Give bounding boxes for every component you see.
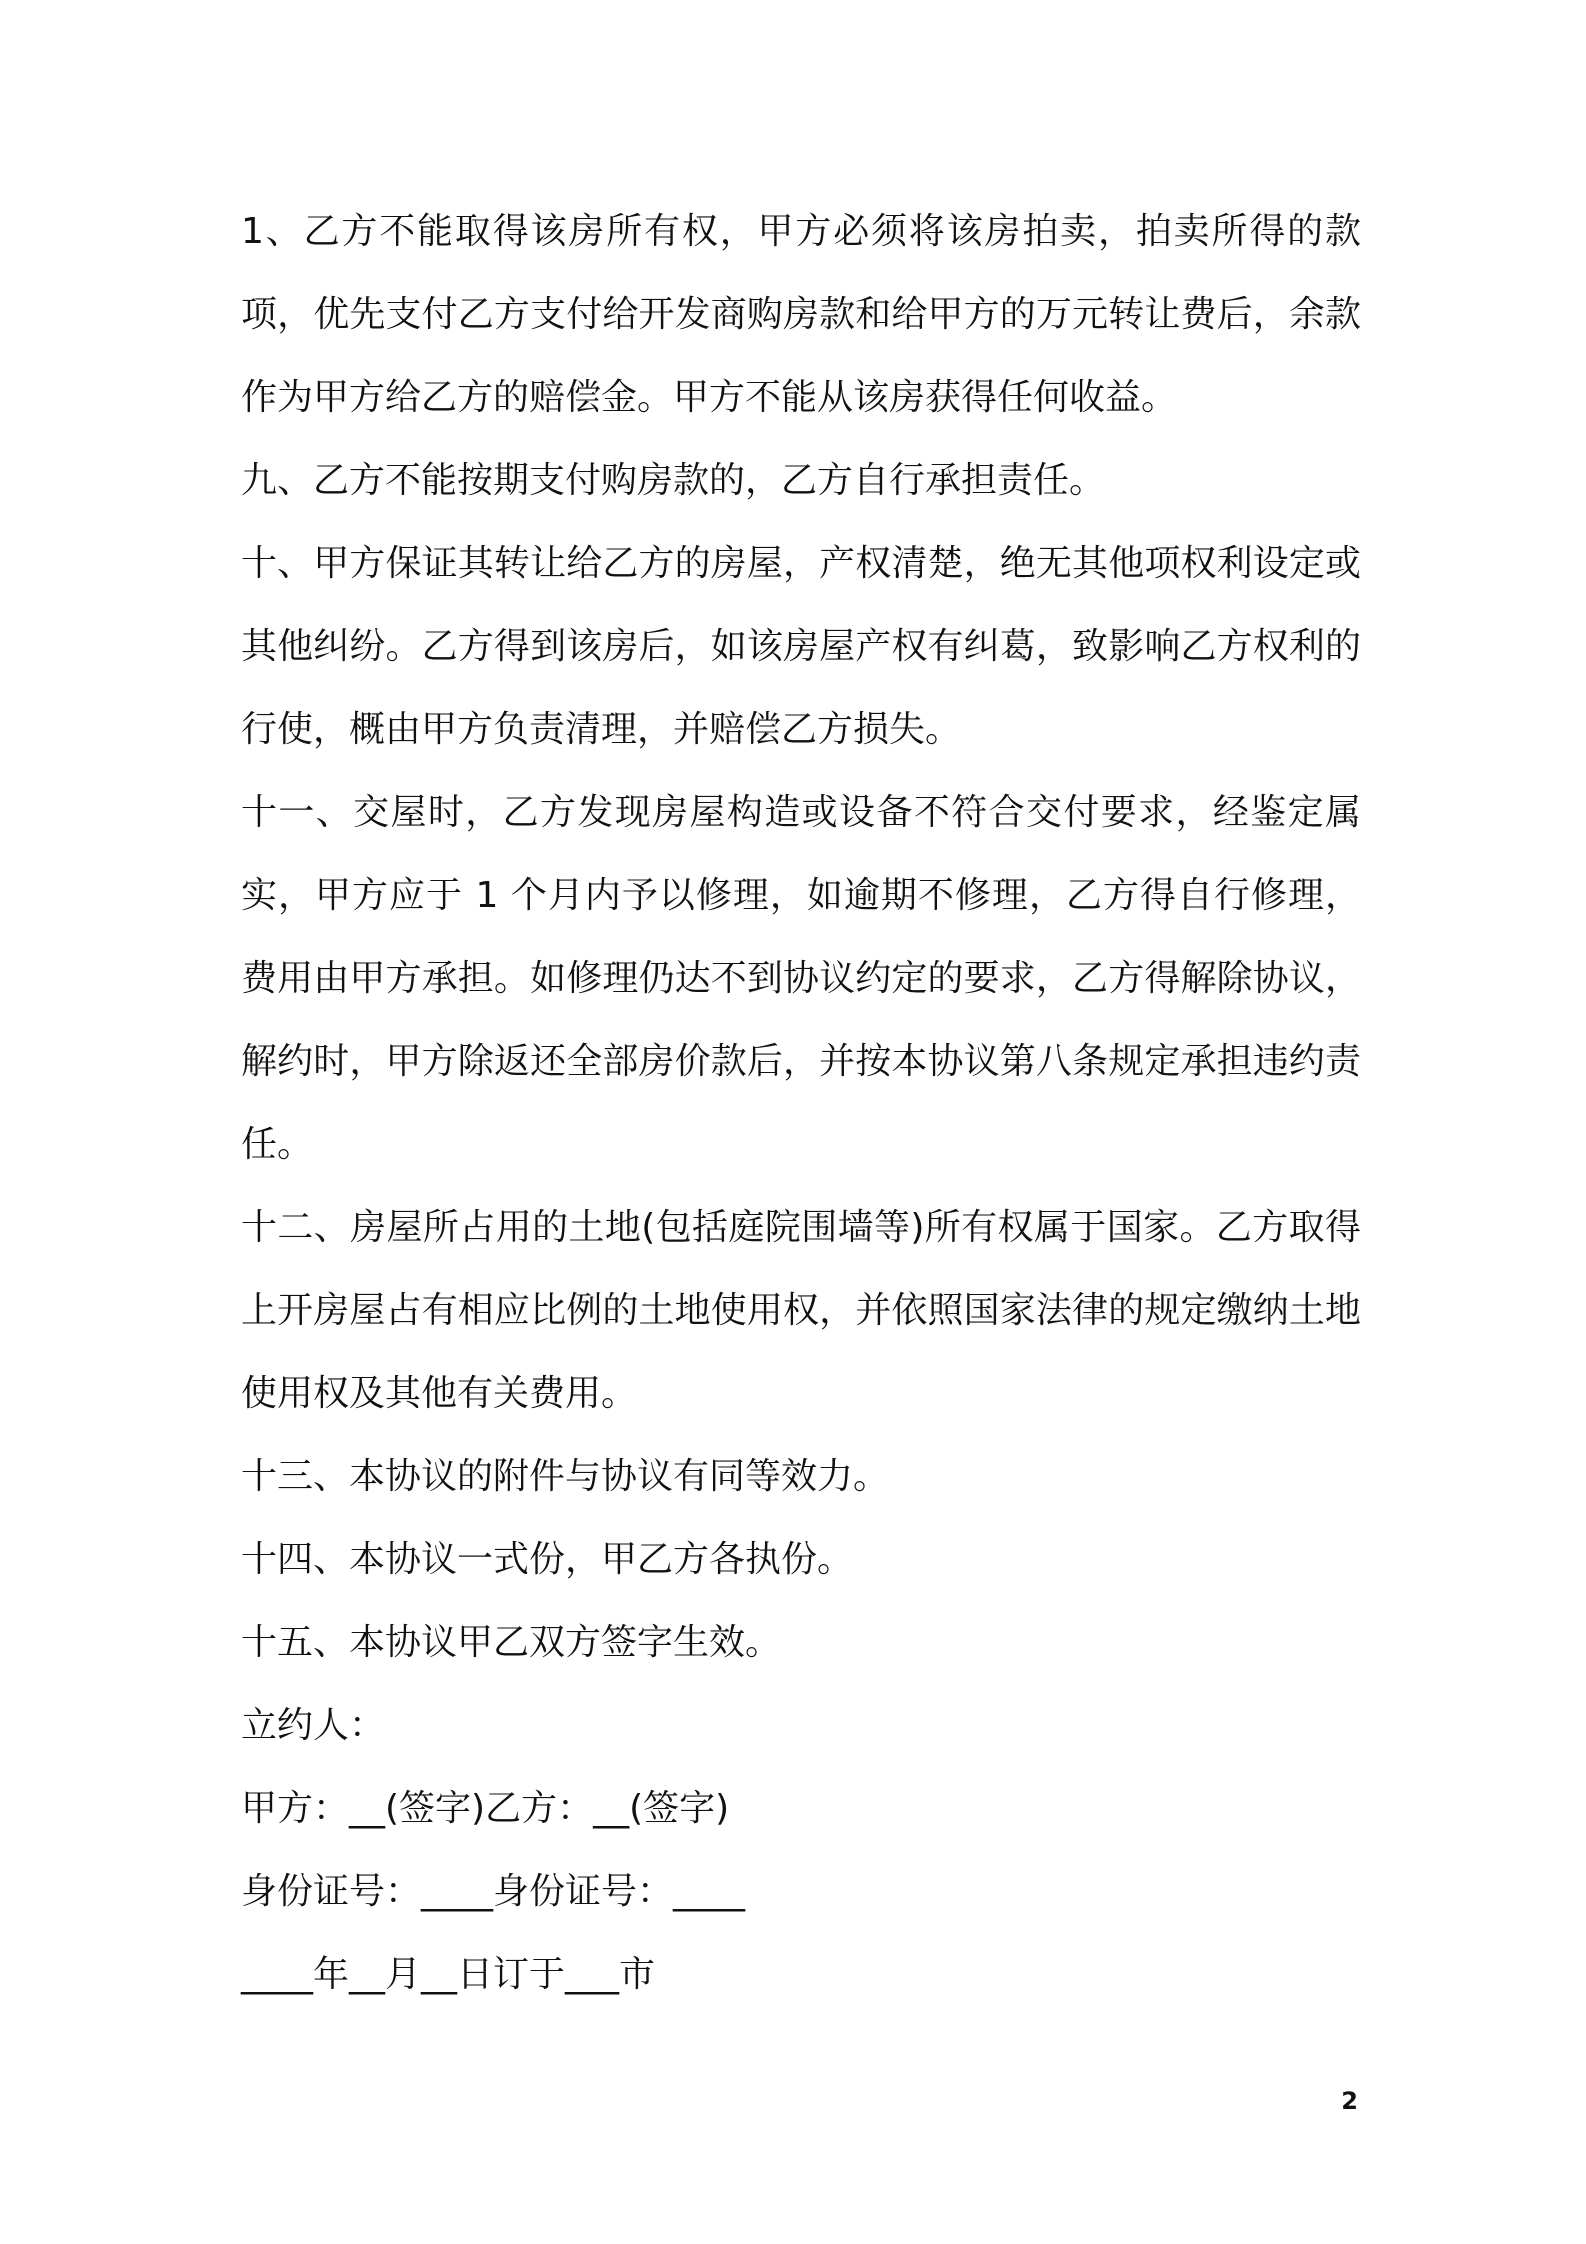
paragraph-clause-9: 九、乙方不能按期支付购房款的，乙方自行承担责任。 bbox=[241, 460, 1106, 501]
signature-line: 甲方：__(签字)乙方：__(签字) bbox=[241, 1788, 730, 1829]
paragraph-clause-1: 1、乙方不能取得该房所有权，甲方必须将该房拍卖，拍卖所得的款项，优先支付乙方支付给开发商购房款和给甲方的万元转让费后，余款作为甲方给乙方的赔偿金。甲方不能从该房获得任何收益。 bbox=[241, 211, 1361, 418]
signatory-heading: 立约人： bbox=[241, 1705, 386, 1746]
paragraph-clause-12: 十二、房屋所占用的土地(包括庭院围墙等)所有权属于国家。乙方取得上开房屋占有相应比例的土地使用权，并依照国家法律的规定缴纳土地使用权及其他有关费用。 bbox=[241, 1207, 1361, 1414]
paragraph-clause-10: 十、甲方保证其转让给乙方的房屋，产权清楚，绝无其他项权利设定或其他纠纷。乙方得到该房后，如该房屋产权有纠葛，致影响乙方权利的行使，概由甲方负责清理，并赔偿乙方损失。 bbox=[241, 543, 1361, 750]
document-body bbox=[241, 190, 1361, 2016]
page-number: 2 bbox=[1341, 2087, 1358, 2115]
paragraph-clause-11: 十一、交屋时，乙方发现房屋构造或设备不符合交付要求，经鉴定属实，甲方应于 1 个月内予以修理，如逾期不修理，乙方得自行修理，费用由甲方承担。如修理仍达不到协议约定的要求，乙方得解除协议，解约时，甲方除返还全部房价款后，并按本协议第八条规定承担违约责任。 bbox=[241, 792, 1361, 1165]
paragraph-clause-15: 十五、本协议甲乙双方签字生效。 bbox=[241, 1622, 782, 1663]
id-number-line: 身份证号：____身份证号：____ bbox=[241, 1871, 746, 1912]
paragraph-clause-14: 十四、本协议一式份，甲乙方各执份。 bbox=[241, 1539, 854, 1580]
date-location-line: ____年__月__日订于___市 bbox=[241, 1954, 656, 1995]
paragraph-clause-13: 十三、本协议的附件与协议有同等效力。 bbox=[241, 1456, 890, 1497]
